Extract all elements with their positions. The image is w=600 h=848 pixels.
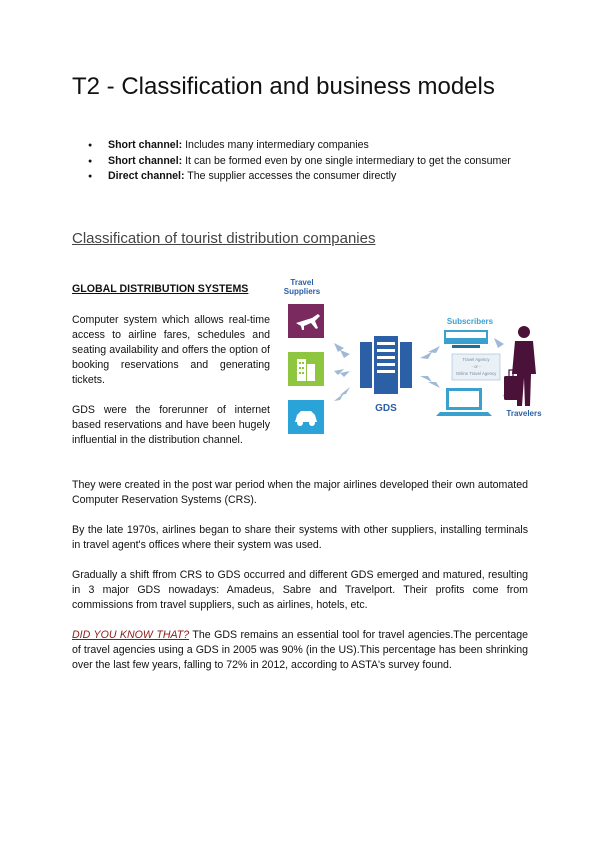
bullet-text: Includes many intermediary companies <box>182 139 369 151</box>
bullet-label: Short channel: <box>108 139 183 151</box>
travel-agency-label: Travel Agency <box>462 357 490 362</box>
bullet-label: Short channel: <box>108 154 183 167</box>
gds-1970s: By the late 1970s, airlines began to share their systems with other suppliers, installing terminals in travel agent's offices where their system was used. <box>72 524 528 551</box>
arrow-icon <box>334 343 350 401</box>
suppliers-label: Suppliers <box>283 287 321 296</box>
suppliers-label: Travel <box>290 278 314 287</box>
bullet-text: It can be formed even by one single intermediary to get the consumer <box>182 154 511 167</box>
gds-label: GDS <box>375 403 397 414</box>
channel-list <box>72 138 528 185</box>
subscriber-terminal-icon <box>444 330 488 348</box>
did-you-know-text: The GDS remains an essential tool for travel agencies.The percentage of travel agencies using a GDS in 2005 was 90% (in the US).This percentage has been shrinking over the last few years, falling to 72% in 2012, according to ASTA's survey found. <box>72 629 529 671</box>
list-item <box>72 154 528 170</box>
subscribers-label: Subscribers <box>446 317 494 326</box>
arrow-icon <box>420 346 440 388</box>
hotel-supplier-icon <box>288 352 324 386</box>
gds-forerunner: GDS were the forerunner of internet based reservations and have been hugely influential in the distribution channel. <box>72 404 270 446</box>
gds-heading: GLOBAL DISTRIBUTION SYSTEMS <box>72 283 249 295</box>
laptop-icon <box>436 388 492 416</box>
airline-supplier-icon <box>288 304 324 338</box>
travel-agency-label: Online Travel Agency <box>455 371 497 376</box>
section-title: Classification of tourist distribution companies <box>72 230 376 247</box>
list-item <box>72 169 528 185</box>
gds-shift: Gradually a shift ffrom CRS to GDS occurred and different GDS emerged and matured, resulting in 3 major GDS nowadays: Amadeus, Sabre and Travelport. Their profits come from commissions from travel suppliers, such as airlines, hotels, etc. <box>72 569 528 611</box>
travel-agency-label: - or - <box>471 364 481 369</box>
did-you-know-label: DID YOU KNOW THAT? <box>72 629 190 641</box>
travelers-label: Travelers <box>506 409 542 418</box>
list-item <box>72 138 528 154</box>
bullet-label: Direct channel: <box>108 170 185 182</box>
page-title: T2 - Classification and business models <box>72 73 495 100</box>
traveler-icon <box>504 326 536 406</box>
gds-definition: Computer system which allows real-time access to airline fares, schedules and seating availability and offers the option of booking reservations and generating tickets. <box>72 314 270 386</box>
car-supplier-icon <box>288 400 324 434</box>
gds-diagram <box>282 276 542 438</box>
gds-history: They were created in the post war period when the major airlines developed their own automated Computer Reservation Systems (CRS). <box>72 479 528 506</box>
bullet-text: The supplier accesses the consumer directly <box>184 170 397 182</box>
did-you-know <box>72 628 528 673</box>
gds-server-icon <box>360 336 412 394</box>
